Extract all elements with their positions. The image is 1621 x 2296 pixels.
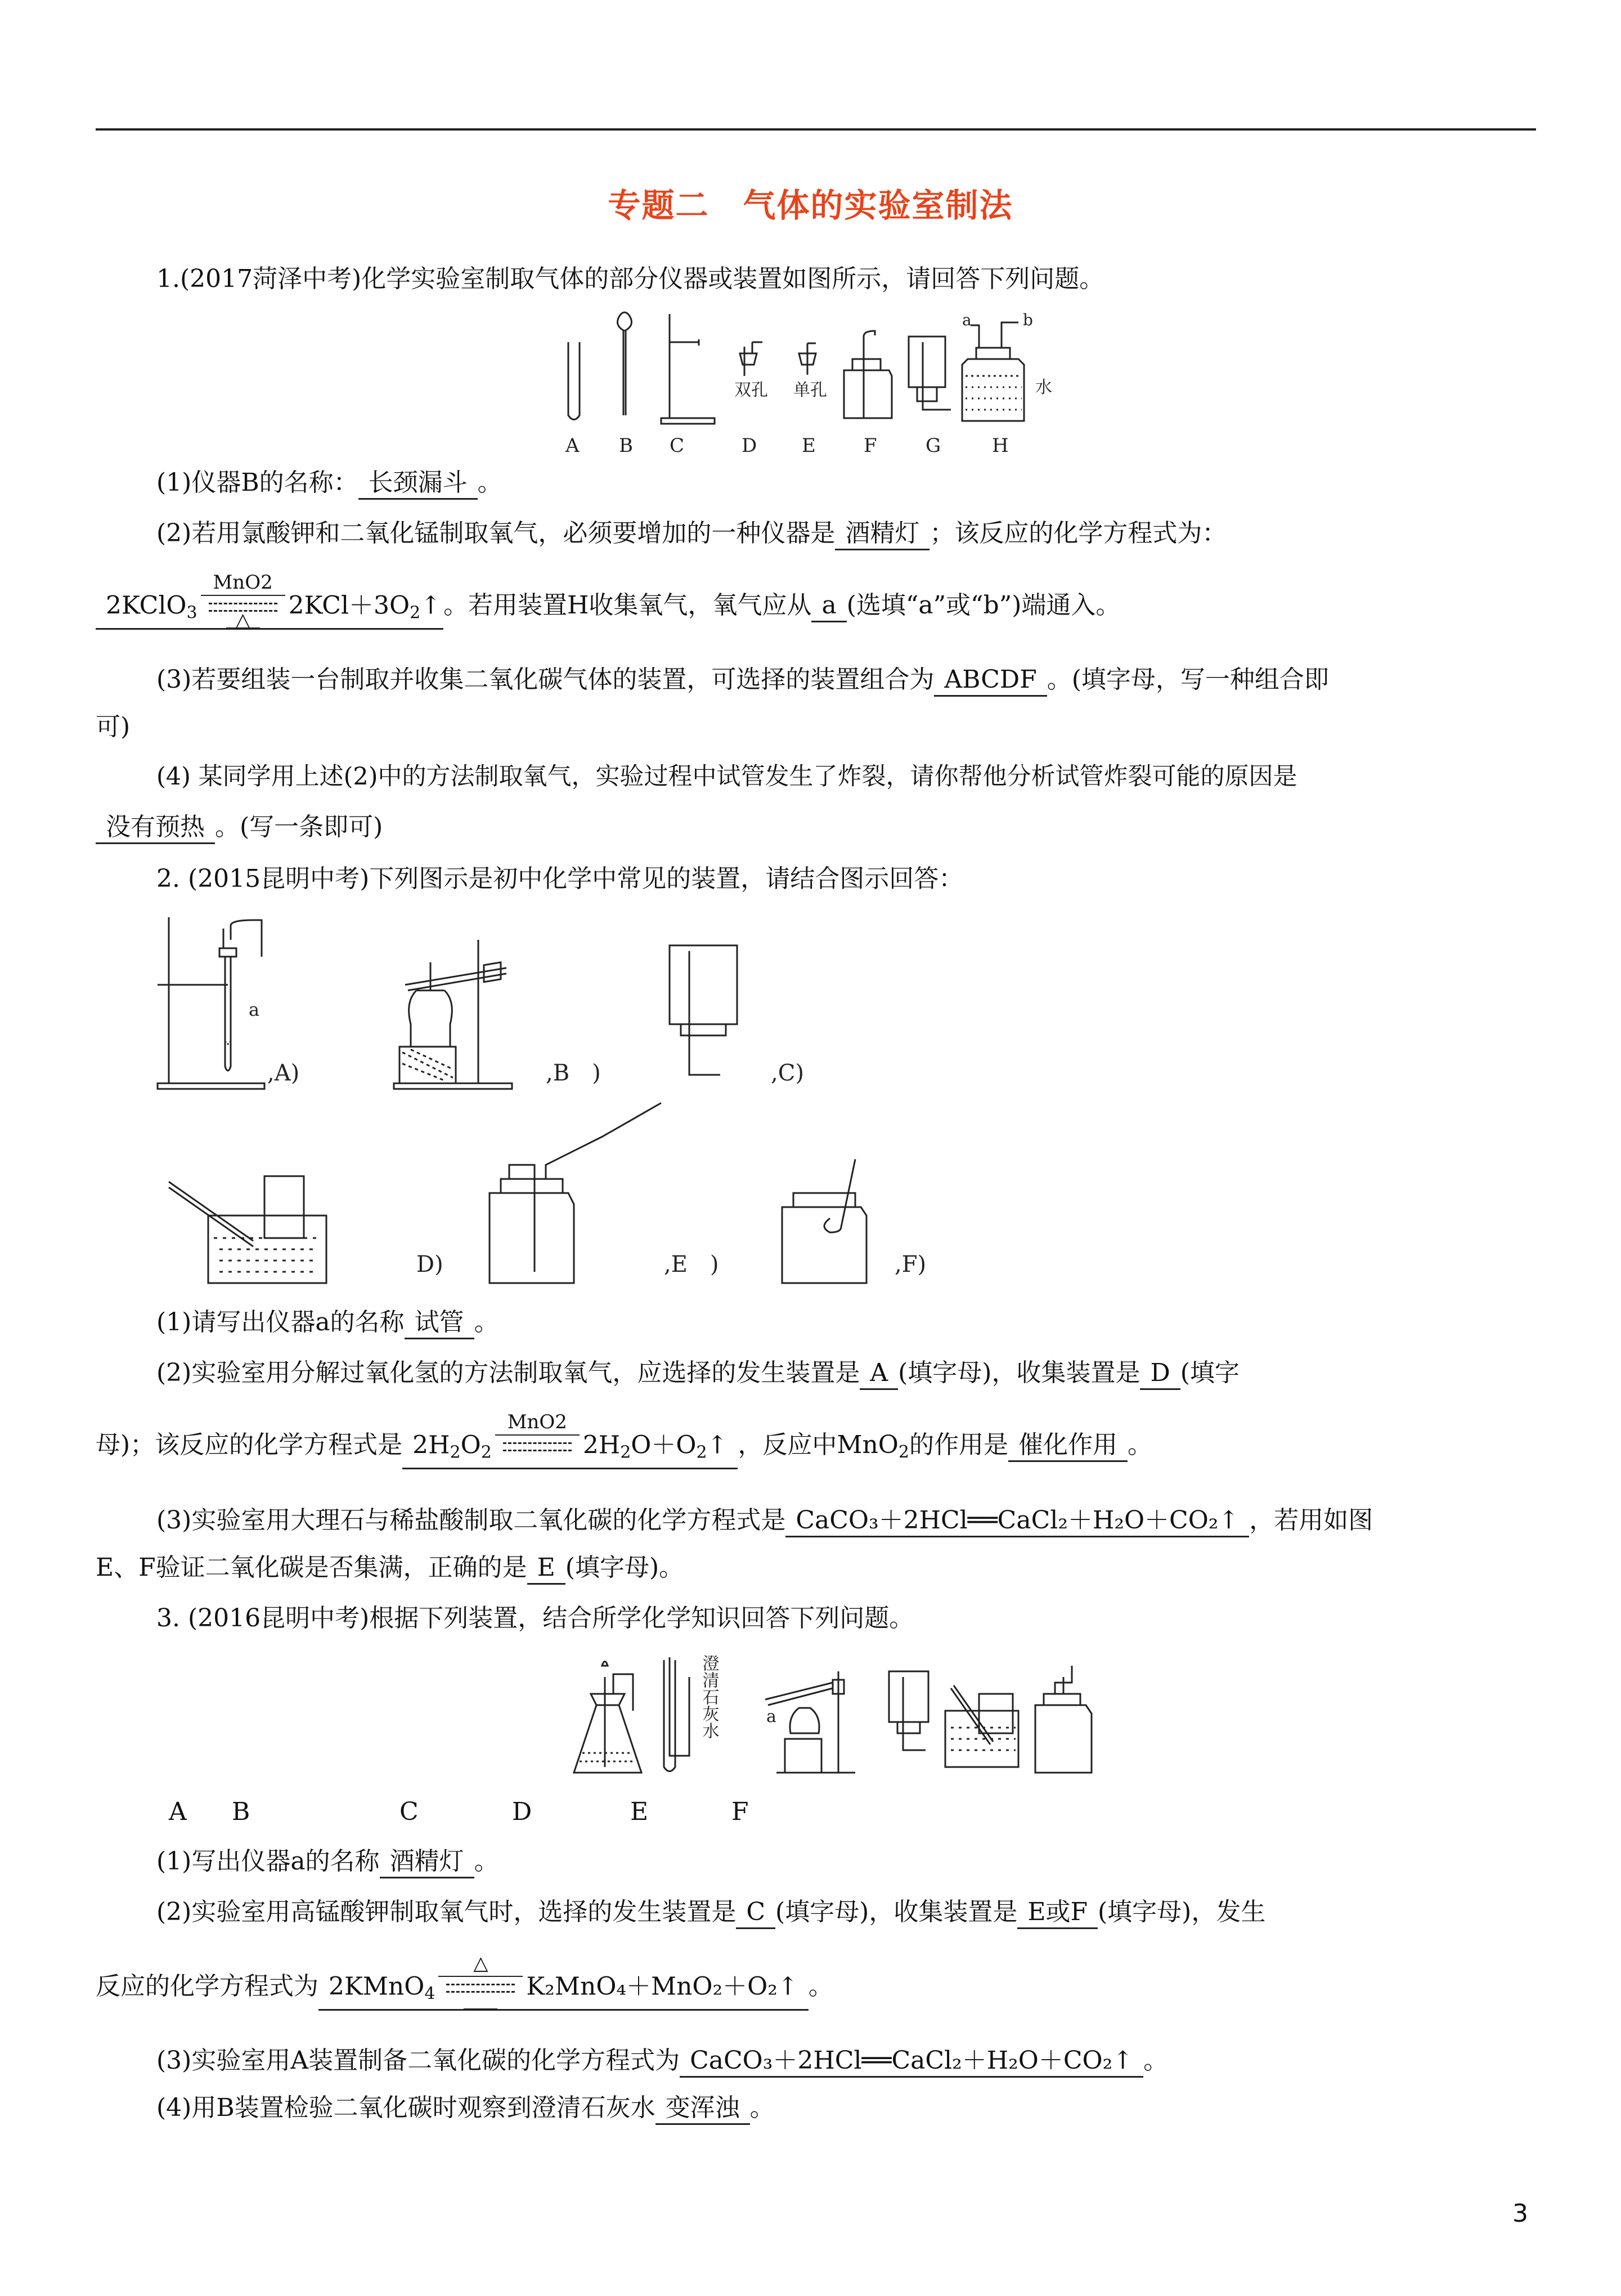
page-number: 3 [1512,2199,1528,2228]
q2-fig-label-a: ,A) [267,1060,300,1086]
q2-fig-label-b: ,B ) [546,1060,601,1086]
q1-fig-label-h: H [992,434,1009,457]
q1-p1-post: 。 [477,468,502,497]
q1-eq-right: 2KCl＋3O [288,591,410,620]
q1-p2-post: ；该反应的化学方程式为： [930,519,1227,548]
gas-bottle-f [844,331,892,418]
q2-p2-mid: (填字母)，收集装置是 [898,1358,1140,1387]
q2-eq-right2: O＋O [631,1430,697,1459]
q2-eq-left2-sub: 2 [481,1442,492,1462]
q3-part3 [156,2044,1168,2078]
wash-bottle-h [962,322,1024,421]
q3-fig-b-text: 澄清石灰水 [699,1654,719,1739]
q2-p2-post: (填字 [1180,1358,1240,1387]
q1-eq-left-sub: 3 [186,603,197,622]
q3-p1-answer: 酒精灯 [380,1846,474,1878]
q3-eq-condition [438,1952,523,2005]
q1-fig-h-b-text: b [1023,311,1033,329]
q2-eq-right-sub: 2 [620,1442,631,1462]
q3-p3-post: 。 [1143,2046,1169,2075]
q2-p3-answer: CaCO₃＋2HCl══CaCl₂＋H₂O＋CO₂↑ [785,1505,1249,1537]
q3-fig-label-c: C [399,1797,419,1826]
q1-fig-label-e: E [802,434,816,457]
q2-p2b-post: 。 [1127,1430,1152,1459]
q1-fig-label-g: G [926,434,941,457]
q2-part3b [96,1551,684,1585]
q1-equation-answer [96,571,443,632]
q2-eq-condition [495,1410,580,1464]
long-neck-funnel-b [618,312,632,415]
q1-fig-label-a: A [565,434,580,457]
q1-fig-d-hole-text: 双孔 [734,380,768,400]
q3-apparatus-figure [563,1654,1137,1784]
q1-equation-line [96,571,1121,632]
q3-eq-heat: △ [438,1952,523,1977]
inverted-bottle-g [909,337,951,410]
q3-p2-text: (2)实验室用高锰酸钾制取氧气时，选择的发生装置是 [156,1898,737,1926]
q1-eq-left: 2KClO [106,591,187,620]
q3-eq-left: 2KMnO [329,1972,425,2001]
q1-p3-text: (3)若要组装一台制取并收集二氧化碳气体的装置，可选择的装置组合为 [156,665,935,694]
q2-fig-label-f: ,F) [895,1252,927,1277]
q2-fig-label-d: D) [416,1252,443,1277]
q2-eq-right: 2H [582,1430,621,1459]
q3-part1 [156,1845,499,1878]
q2-part1 [156,1306,499,1339]
q3-p2b-text: 反应的化学方程式为 [96,1972,318,2001]
q3-fig-a-label: a [766,1707,776,1727]
q2-eq-left: 2H [412,1430,450,1459]
q3-apparatus-f [1035,1666,1092,1773]
header-rule [96,128,1536,131]
q3-part4 [156,2091,775,2125]
q1-eq-heat: △ [235,608,251,632]
q3-p2-mid: (填字母)，收集装置是 [775,1898,1018,1926]
q3-p2-post: (填字母)，发生 [1098,1898,1266,1926]
q3-fig-label-b: B [232,1797,250,1826]
q2-equation-answer [402,1410,738,1470]
q2-apparatus-figure [141,900,1153,1294]
q3-apparatus-b [664,1657,689,1772]
q3-p3-text: (3)实验室用A装置制备二氧化碳的化学方程式为 [156,2046,680,2075]
q2-p2-answer1: A [860,1358,898,1390]
q3-p2-answer1: C [736,1897,775,1929]
q1-p2-answer: 酒精灯 [835,518,930,550]
q2-eq-left-sub: 2 [450,1442,461,1462]
q3-p1-text: (1)写出仪器a的名称 [156,1847,380,1876]
q2-p2b-answer: 催化作用 [1008,1430,1128,1462]
q1-p1-text: (1)仪器B的名称： [156,468,358,497]
q2-p1-post: 。 [474,1308,499,1337]
q2-p1-text: (1)请写出仪器a的名称 [156,1308,405,1337]
q1-p2b-answer: a [811,590,846,622]
q2-stem: 2. (2015昆明中考)下列图示是初中化学中常见的装置，请结合图示回答： [156,864,964,893]
q2-p2b-mid: ，反应中MnO [738,1430,899,1459]
q1-part1 [156,466,502,500]
q1-p3-post: 。(填字母，写一种组合即 [1047,665,1329,694]
q2-apparatus-d [169,1176,326,1283]
q1-p2b-post: (选填“a”或“b”)端通入。 [846,591,1121,620]
q1-p4-post: 。(写一条即可) [215,813,383,841]
q2-p3b-post: (填字母)。 [565,1553,684,1582]
q3-fig-label-d: D [512,1797,532,1826]
q3-eq-right: K₂MnO₄＋MnO₂＋O₂↑ [526,1972,798,2001]
q3-p4-text: (4)用B装置检验二氧化碳时观察到澄清石灰水 [156,2093,655,2122]
q1-fig-label-b: B [619,434,633,457]
q1-eq-catalyst: MnO2 [201,571,285,596]
q1-p2b-text: 。若用装置H收集氧气，氧气应从 [443,591,812,620]
q2-apparatus-e [490,1103,661,1283]
q1-p3-answer: ABCDF [934,665,1047,697]
q2-fig-label-c: ,C) [771,1060,804,1086]
q1-part2 [156,517,1227,550]
q3-p4-answer: 变浑浊 [655,2093,750,2125]
q1-eq-arrow: ↑ [420,591,442,620]
q1-fig-label-f: F [864,434,877,457]
q3-fig-label-a: A [169,1797,187,1826]
q1-stem: 1.(2017菏泽中考)化学实验室制取气体的部分仪器或装置如图所示，请回答下列问题。 [156,264,1104,293]
q2-eq-catalyst: MnO2 [495,1411,580,1436]
q2-p3b-answer: E [527,1553,565,1585]
q2-p2-text: (2)实验室用分解过氧化氢的方法制取氧气，应选择的发生装置是 [156,1358,860,1387]
q3-part2b [96,1952,833,2011]
q3-stem: 3. (2016昆明中考)根据下列装置，结合所学化学知识回答下列问题。 [156,1604,914,1633]
q3-apparatus-e [945,1685,1018,1767]
q2-fig-label-e: ,E ) [664,1252,719,1277]
q1-part3 [156,663,1329,697]
q1-fig-e-hole-text: 单孔 [793,380,827,400]
q2-p3-text: (3)实验室用大理石与稀盐酸制取二氧化碳的化学方程式是 [156,1506,786,1535]
page-title: 专题二 气体的实验室制法 [608,186,1013,225]
q1-apparatus-figure [551,308,1148,460]
q1-fig-h-a-text: a [962,311,972,329]
q3-apparatus-d [889,1671,928,1750]
q2-p2b-text: 母)；该反应的化学方程式是 [96,1430,403,1459]
q3-p1-post: 。 [474,1847,499,1876]
q3-equation-answer [318,1952,809,2011]
q3-p4-post: 。 [749,2093,775,2122]
q3-p2-answer2: E或F [1017,1897,1098,1929]
q1-part4-cont [96,810,383,844]
q2-eq-left2: O [460,1430,481,1459]
q3-eq-left-sub: 4 [424,1984,435,2003]
q2-p3b-text: E、F验证二氧化碳是否集满，正确的是 [96,1553,527,1582]
q2-p2b-mid2: 的作用是 [909,1430,1008,1459]
q1-p1-answer: 长颈漏斗 [358,468,478,500]
q2-fig-a-label: a [249,999,260,1020]
q3-apparatus-c [765,1671,855,1773]
single-hole-stopper-e [799,343,816,375]
q2-p2b-mid-sub: 2 [898,1442,909,1462]
q3-fig-label-f: F [731,1797,749,1826]
q3-apparatus-a [574,1662,641,1773]
q2-part2b [96,1410,1152,1469]
q3-p3-answer: CaCO₃＋2HCl══CaCl₂＋H₂O＋CO₂↑ [680,2046,1143,2078]
q2-p2-answer2: D [1140,1358,1180,1390]
q2-apparatus-f [782,1159,866,1283]
q1-fig-label-d: D [742,434,757,457]
iron-stand-c [661,314,715,424]
q3-fig-label-e: E [630,1797,649,1826]
q2-eq-arrow: ↑ [707,1430,728,1459]
q1-p2-text: (2)若用氯酸钾和二氧化锰制取氧气，必须要增加的一种仪器是 [156,519,836,548]
q2-eq-right2-sub: 2 [696,1442,707,1462]
q2-p1-answer: 试管 [405,1307,474,1339]
q3-part2 [156,1895,1265,1929]
q2-apparatus-c [670,945,737,1075]
q1-p4-answer: 没有预热 [96,812,215,844]
q1-fig-label-c: C [670,434,685,457]
q2-p3-post: ，若用如图 [1249,1506,1373,1535]
test-tube-a [568,342,580,420]
q2-part3 [156,1504,1373,1537]
q2-part2 [156,1356,1240,1390]
q1-eq-condition [201,571,285,632]
q1-fig-h-water-text: 水 [1035,378,1052,397]
double-hole-stopper-d [740,342,762,376]
q3-p2b-post: 。 [808,1972,833,2001]
q1-eq-right-sub: 2 [410,603,421,622]
q1-part4: (4) 某同学用上述(2)中的方法制取氧气，实验过程中试管发生了炸裂，请你帮他分析试管炸裂可能的原因是 [156,763,1297,791]
q1-part3-cont: 可) [96,712,131,741]
